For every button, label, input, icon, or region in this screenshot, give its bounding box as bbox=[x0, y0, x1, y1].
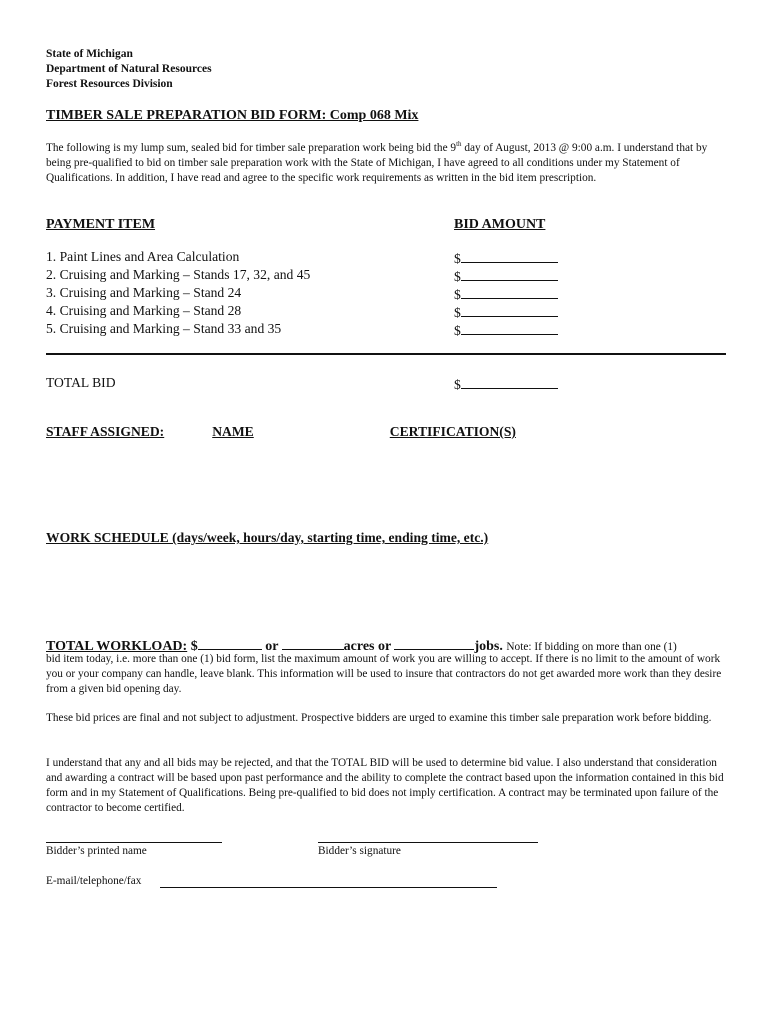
signature-line[interactable] bbox=[318, 842, 538, 843]
rejection-paragraph: I understand that any and all bids may be rejected, and that the TOTAL BID will be used to determine bid value. I also understand that consideration and awarding a contract will be based upon past performance and the ability to complete the contract based upon the information contained in this bid form and in my Statement of Qualifications. Being pre-qualified to bid does not imply certification. A contract may be terminated upon failure of the contractor to become certified. bbox=[46, 757, 724, 814]
payment-item-1: 1. Paint Lines and Area Calculation bbox=[46, 249, 240, 264]
staff-name-header: NAME bbox=[212, 424, 254, 439]
payment-item-3: 3. Cruising and Marking – Stand 24 bbox=[46, 285, 242, 300]
contact-line[interactable] bbox=[160, 887, 497, 888]
total-workload-label: TOTAL WORKLOAD: bbox=[46, 639, 188, 654]
payment-item-2: 2. Cruising and Marking – Stands 17, 32, and 45 bbox=[46, 267, 311, 282]
header-department: Department of Natural Resources bbox=[46, 63, 212, 75]
payment-item-5: 5. Cruising and Marking – Stand 33 and 35 bbox=[46, 321, 282, 336]
total-bid-label: TOTAL BID bbox=[46, 375, 116, 390]
workload-acres-field[interactable] bbox=[282, 636, 344, 650]
payment-item-header: PAYMENT ITEM bbox=[46, 217, 156, 232]
workload-note: Note: If bidding on more than one (1) bbox=[506, 641, 677, 653]
signature-label: Bidder’s signature bbox=[318, 845, 401, 857]
final-prices-paragraph: These bid prices are final and not subject to adjustment. Prospective bidders are urged to examine this timber sale preparation work before bidding. bbox=[46, 712, 712, 724]
bid-amount-field-2[interactable]: $ bbox=[454, 267, 558, 285]
payment-item-4: 4. Cruising and Marking – Stand 28 bbox=[46, 303, 242, 318]
printed-name-line[interactable] bbox=[46, 842, 222, 843]
bid-amount-field-1[interactable]: $ bbox=[454, 249, 558, 267]
total-bid-field[interactable]: $ bbox=[454, 375, 558, 393]
intro-superscript: th bbox=[456, 140, 462, 149]
bid-amount-header: BID AMOUNT bbox=[454, 217, 546, 232]
workload-note-continued: bid item today, i.e. more than one (1) bid form, list the maximum amount of work you are willing to accept. If there is no limit to the amount of work you or your company can handle, leave blank. This information will be used to insure that contractors do not get awarded more work than they desire from a given bid opening day. bbox=[46, 653, 722, 695]
staff-assigned-row bbox=[46, 423, 516, 441]
contact-label: E-mail/telephone/fax bbox=[46, 875, 142, 887]
workload-jobs-field[interactable] bbox=[394, 636, 474, 650]
staff-assigned-label: STAFF ASSIGNED: bbox=[46, 424, 165, 439]
staff-certification-header: CERTIFICATION(S) bbox=[389, 424, 516, 439]
form-title: TIMBER SALE PREPARATION BID FORM: Comp 068 Mix bbox=[46, 108, 419, 123]
printed-name-label: Bidder’s printed name bbox=[46, 845, 147, 857]
header-state: State of Michigan bbox=[46, 48, 133, 60]
workload-dollar-field[interactable] bbox=[198, 636, 262, 650]
total-workload-row: TOTAL WORKLOAD: $ or acres or jobs. Note: If bidding on more than one (1) bbox=[46, 636, 677, 655]
intro-text-1: The following is my lump sum, sealed bid for timber sale preparation work being bid the 9 bbox=[46, 142, 457, 154]
intro-paragraph bbox=[46, 141, 732, 186]
bid-amount-field-5[interactable]: $ bbox=[454, 321, 558, 339]
header-division: Forest Resources Division bbox=[46, 78, 173, 90]
intro-text-2: day of August, 2013 @ 9:00 a.m. I understand that by being pre-qualified to bid on timber sale preparation work with the State of Michigan, I have agreed to all conditions under my Statement of Qualifications. In addition, I have read and agree to the specific work requirements as written in the bid item prescription. bbox=[46, 142, 708, 184]
section-divider bbox=[46, 353, 726, 355]
bid-amount-field-3[interactable]: $ bbox=[454, 285, 558, 303]
bid-amount-field-4[interactable]: $ bbox=[454, 303, 558, 321]
work-schedule-label: WORK SCHEDULE (days/week, hours/day, starting time, ending time, etc.) bbox=[46, 530, 489, 545]
